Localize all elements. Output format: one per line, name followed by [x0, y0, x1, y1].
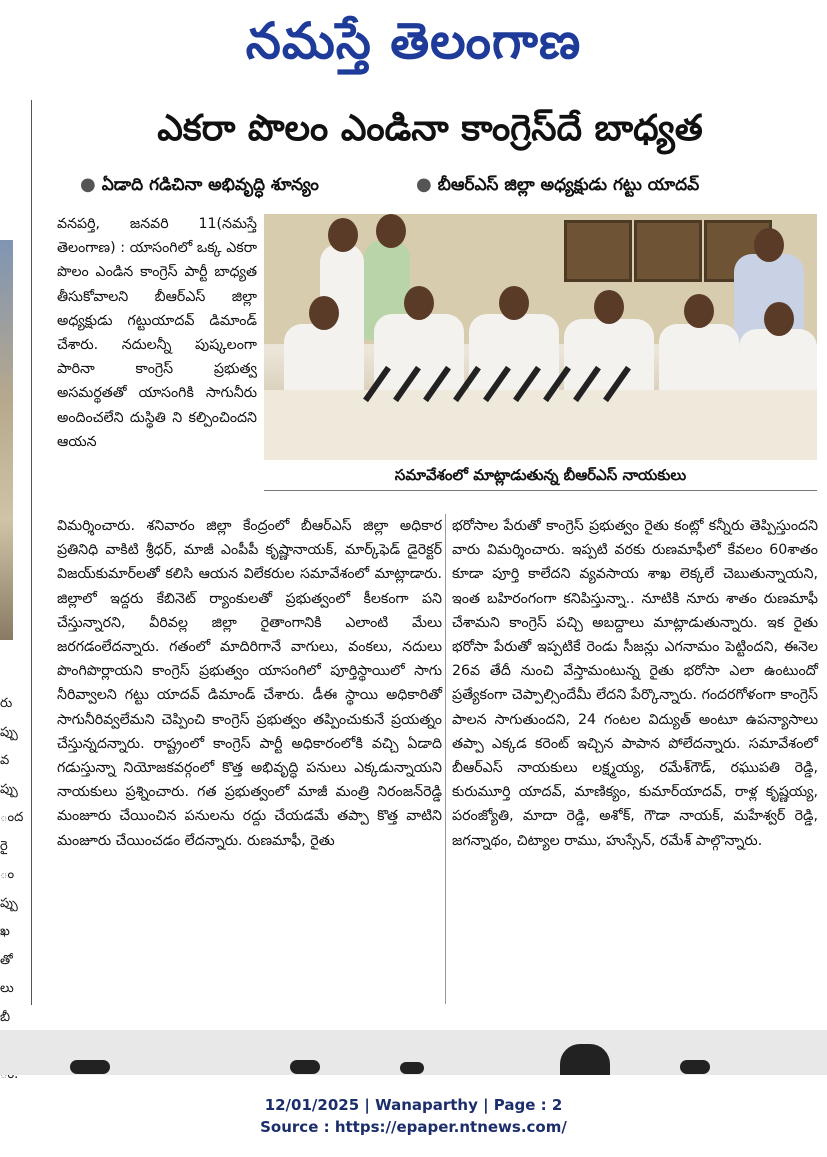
article-body-col1-bottom — [57, 514, 442, 853]
body-paragraph: వనపర్తి, జనవరి 11(నమస్తే తెలంగాణ) : యాసంగిలో ఒక్క ఎకరా పొలం ఎండిన కాంగ్రెస్ పార్టీ బాధ్యత తీసుకోవాలని బీఆర్‌ఎస్ జిల్లా అధ్యక్షుడు గట్టుయాదవ్ డిమాండ్ చేశారు. నదులన్నీ పుష్కలంగా పారినా కాంగ్రెస్ ప్రభుత్వ అసమర్థతతో యాసంగికి సాగునీరు అందించలేని దుస్థితి ని కల్పించిందని ఆయన — [57, 216, 257, 450]
photo-head — [764, 302, 794, 336]
ad-graphic — [70, 1060, 110, 1074]
photo-head — [376, 214, 406, 248]
article-body-col2 — [452, 514, 818, 853]
footer-source: Source : https://epaper.ntnews.com/ — [260, 1118, 567, 1136]
ad-graphic — [680, 1060, 710, 1074]
ad-graphic — [290, 1060, 320, 1074]
adjacent-text-line: బీ — [0, 1009, 11, 1025]
body-paragraph: విమర్శించారు. శనివారం జిల్లా కేంద్రంలో బీఆర్‌ఎస్ జిల్లా అధికార ప్రతినిధి వాకిటి శ్రీధర్, మాజీ ఎంపీపీ కృష్ణానాయక్, మార్క్‌ఫెడ్ డైరెక్టర్ విజయ్‌కుమార్‌లతో కలిసి ఆయన విలేకరుల సమావేశంలో మాట్లాడారు. జిల్లాలో ఇద్దరు కేబినెట్ ర్యాంకులతో ప్రభుత్వంలో కీలకంగా పని చేస్తున్నారని, వీరివల్ల జిల్లా రైతాంగానికి ఎలాంటి మేలు జరగడంలేదన్నారు. గతంలో మాదిరిగానే వాగులు, వంకలు, నదులు పొంగిపొర్లాయని కాంగ్రెస్ ప్రభుత్వం యాసంగిలో పూర్తిస్థాయిలో సాగు నీరివ్వాలని గట్టు యాదవ్ డిమాండ్ చేశారు. డీఈ స్థాయి అధికారితో సాగునీరివ్వలేమని చెప్పించి కాంగ్రెస్ ప్రభుత్వం తప్పించుకునే ప్రయత్నం చేస్తున్నదన్నారు. రాష్ట్రంలో కాంగ్రెస్ పార్టీ అధికారంలోకి వచ్చి ఏడాది గడుస్తున్నా నియోజకవర్గంలో కొత్త అభివృద్ధి పనులు ఎక్కడున్నాయని నాయకులు ప్రశ్నించారు. గత ప్రభుత్వంలో మాజీ మంత్రి నిరంజన్‌రెడ్డి మంజూరు చేయించిన పనులను రద్దు చేయడమే తప్పా కొత్త వాటిని మంజూరు చేయించడం లేదన్నారు. రుణమాఫీ, రైతు — [57, 518, 442, 849]
photo-head — [499, 286, 529, 320]
adjacent-text-line: ప్పు — [0, 781, 18, 797]
footer-date-edition: 12/01/2025 | Wanaparthy | Page : 2 — [264, 1096, 563, 1114]
adjacent-text-line: ప్పు — [0, 895, 18, 911]
adjacent-article-fragment — [0, 100, 24, 1025]
photo-head — [309, 296, 339, 330]
photo-head — [594, 290, 624, 324]
bullet-icon: ● — [80, 174, 96, 195]
bullet-icon: ● — [416, 174, 432, 195]
ad-graphic — [560, 1044, 610, 1075]
photo-head — [754, 228, 784, 262]
newspaper-logo: నమస్తే తెలంగాణ — [245, 12, 582, 70]
photo-window — [564, 220, 632, 282]
column-divider — [445, 514, 446, 1004]
article-headline: ఎకరా పొలం ఎండినా కాంగ్రెస్‌దే బాధ్యత — [157, 108, 703, 149]
caption-rule — [264, 490, 817, 491]
photo-caption: సమావేశంలో మాట్లాడుతున్న బీఆర్‌ఎస్ నాయకులు — [394, 466, 687, 484]
column-divider — [31, 100, 32, 1005]
adjacent-text-line: రు — [0, 696, 13, 711]
photo-desk — [264, 390, 817, 460]
photo-head — [404, 286, 434, 320]
adjacent-photo-fragment — [0, 240, 13, 640]
page-footer — [0, 1094, 827, 1138]
photo-head — [684, 294, 714, 328]
adjacent-text-line: వ — [0, 753, 10, 768]
adjacent-text-line: లు — [0, 981, 14, 996]
adjacent-text-line: ం — [0, 867, 15, 882]
article-body-col1-top — [57, 212, 257, 454]
adjacent-text-line: రై — [0, 838, 8, 854]
adjacent-text-line: తో — [0, 952, 13, 968]
adjacent-text-line: ప్పు — [0, 724, 18, 740]
adjacent-text-line: ంద — [0, 810, 24, 825]
ad-graphic — [400, 1062, 424, 1074]
body-paragraph: భరోసాల పేరుతో కాంగ్రెస్ ప్రభుత్వం రైతు కంట్లో కన్నీరు తెప్పిస్తుందని వారు విమర్శించారు. ఇప్పటి వరకు రుణమాఫీలో కేవలం 60శాతం కూడా పూర్తి కాలేదని వ్యవసాయ శాఖ లెక్కలే చెబుతున్నాయని, ఇంత బహిరంగంగా కనిపిస్తున్నా.. నూటికి నూరు శాతం రుణమాఫీ చేశామని కాంగ్రెస్ పచ్చి అబద్దాలు మాట్లాడుతున్నారు. ఇక రైతు భరోసా పేరుతో ఇప్పటికే రెండు సీజన్లు ఎగనామం పెట్టిందని, ఈనెల 26వ తేదీ నుంచి వేస్తామంటున్న రైతు భరోసా ఎలా ఉంటుందో ప్రత్యేకంగా చెప్పాల్సిందేమీ లేదని పేర్కొన్నారు. గందరగోళంగా కాంగ్రెస్ పాలన సాగుతుందని, 24 గంటల విద్యుత్ అంటూ ఉపన్యాసాలు తప్పా ఎక్కడ కరెంట్ ఇచ్చిన పాపాన పోలేదన్నారు. సమావేశంలో బీఆర్‌ఎస్ నాయకులు లక్ష్మయ్య, రమేశ్‌గౌడ్, రఘుపతి రెడ్డి, కురుమూర్తి యాదవ్, మాణిక్యం, కుమార్‌యాదవ్, రాళ్ల కృష్ణయ్య, పరంజ్యోతి, మాదా రెడ్డి, అశోక్, గౌడా నాయక్, మహేశ్వర్ రెడ్డి, జగన్నాథం, చిట్యాల రాము, హుస్సేన్, రమేశ్ పాల్గొన్నారు. — [452, 518, 818, 849]
subhead-1: ఏడాది గడిచినా అభివృద్ధి శూన్యం — [101, 175, 319, 195]
advertisement-strip — [0, 1030, 827, 1075]
photo-head — [328, 218, 358, 252]
photo-window — [634, 220, 702, 282]
subhead-2: బీఆర్‌ఎస్ జిల్లా అధ్యక్షుడు గట్టు యాదవ్ — [437, 175, 700, 195]
press-meet-photo — [264, 214, 817, 460]
masthead — [0, 2, 827, 80]
adjacent-text-line: ఖ — [0, 924, 10, 939]
article-subheads-2 — [416, 172, 816, 198]
